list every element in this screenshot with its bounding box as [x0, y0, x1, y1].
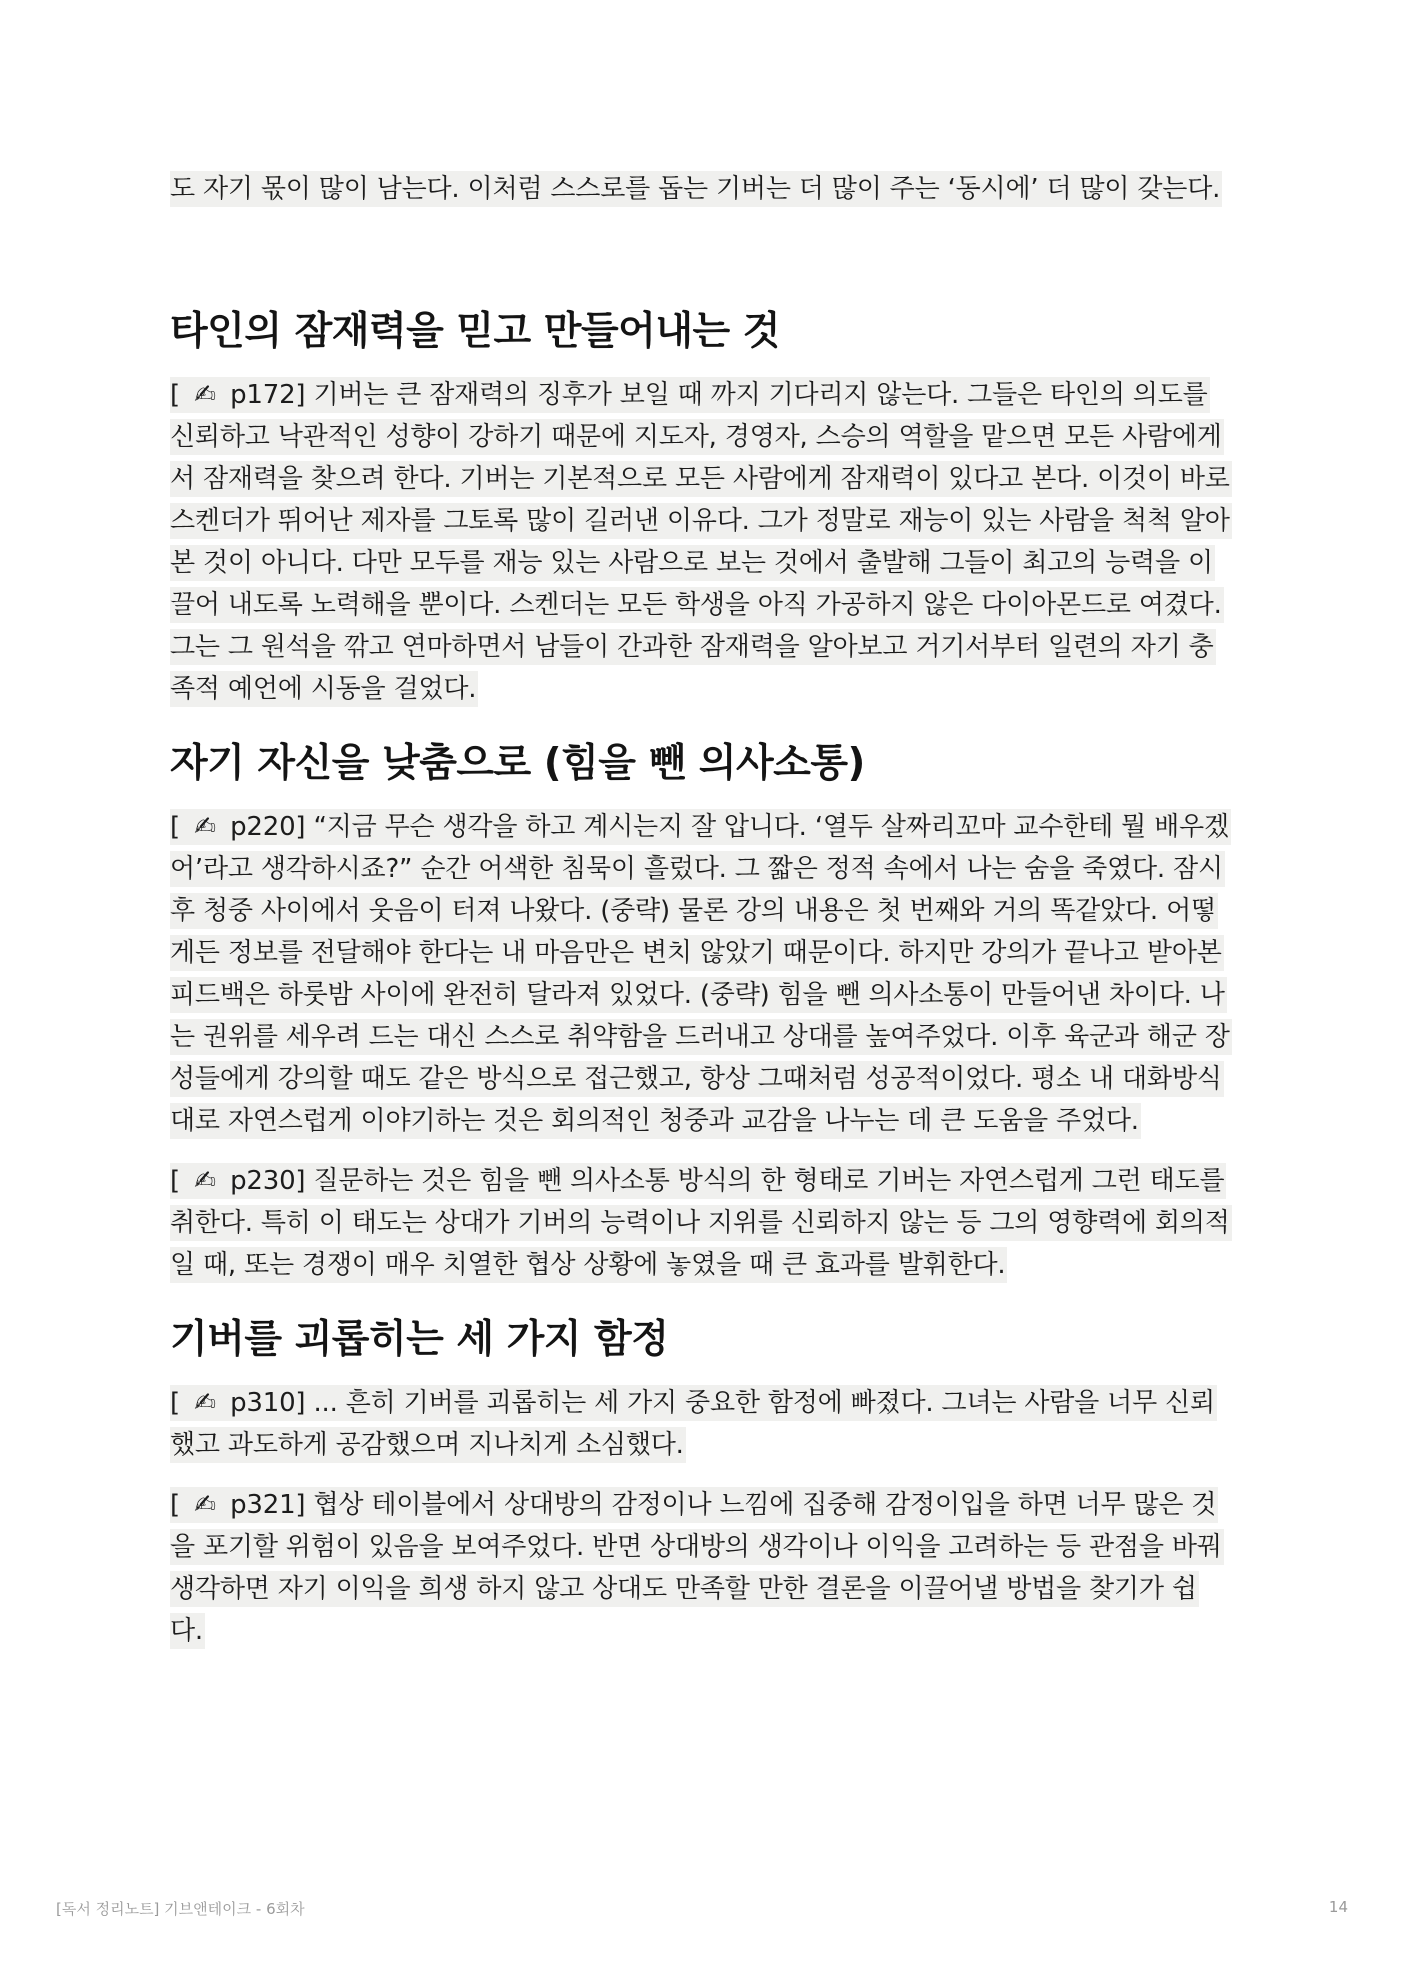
quote-paragraph	[170, 374, 1230, 710]
quote-paragraph	[170, 1484, 1230, 1652]
quote-text: 질문하는 것은 힘을 뺀 의사소통 방식의 한 형태로 기버는 자연스럽게 그런 태도를 취한다. 특히 이 태도는 상대가 기버의 능력이나 지위를 신뢰하지 않는 등 그의 영향력에 회의적일 때, 또는 경쟁이 매우 치열한 협상 상황에 놓였을 때 큰 효과를 발휘한다.	[170, 1166, 1230, 1280]
footer-title: [독서 정리노트] 기브앤테이크 - 6회차	[56, 1900, 305, 1918]
quote-text: 협상 테이블에서 상대방의 감정이나 느낌에 집중해 감정이입을 하면 너무 많은 것을 포기할 위험이 있음을 보여주었다. 반면 상대방의 생각이나 이익을 고려하는 등 관점을 바꿔 생각하면 자기 이익을 희생 하지 않고 상대도 만족할 만한 결론을 이끌어낼 방법을 찾기가 쉽다.	[170, 1490, 1222, 1646]
quote-text: 기버는 큰 잠재력의 징후가 보일 때 까지 기다리지 않는다. 그들은 타인의 의도를 신뢰하고 낙관적인 성향이 강하기 때문에 지도자, 경영자, 스승의 역할을 맡으면 모든 사람에게서 잠재력을 찾으려 한다. 기버는 기본적으로 모든 사람에게 잠재력이 있다고 본다. 이것이 바로 스켄더가 뛰어난 제자를 그토록 많이 길러낸 이유다. 그가 정말로 재능이 있는 사람을 척척 알아본 것이 아니다. 다만 모두를 재능 있는 사람으로 보는 것에서 출발해 그들이 최고의 능력을 이끌어 내도록 노력해을 뿐이다. 스켄더는 모든 학생을 아직 가공하지 않은 다이아몬드로 여겼다. 그는 그 원석을 깎고 연마하면서 남들이 간과한 잠재력을 알아보고 거기서부터 일련의 자기 충족적 예언에 시동을 걸었다.	[170, 380, 1230, 704]
quote-text: “지금 무슨 생각을 하고 계시는지 잘 압니다. ‘열두 살짜리꼬마 교수한테 뭘 배우겠어’라고 생각하시죠?” 순간 어색한 침묵이 흘렀다. 그 짧은 정적 속에서 나는 숨을 죽였다. 잠시 후 청중 사이에서 웃음이 터져 나왔다. (중략) 물론 강의 내용은 첫 번째와 거의 똑같았다. 어떻게든 정보를 전달해야 한다는 내 마음만은 변치 않았기 때문이다. 하지만 강의가 끝나고 받아본 피드백은 하룻밤 사이에 완전히 달라져 있었다. (중략) 힘을 뺀 의사소통이 만들어낸 차이다. 나는 권위를 세우려 드는 대신 스스로 취약함을 드러내고 상대를 높여주었다. 이후 육군과 해군 장성들에게 강의할 때도 같은 방식으로 접근했고, 항상 그때처럼 성공적이었다. 평소 내 대화방식대로 자연스럽게 이야기하는 것은 회의적인 청중과 교감을 나누는 데 큰 도움을 주었다.	[170, 812, 1230, 1136]
quote-page-ref: p310]	[230, 1388, 306, 1418]
intro-text: 도 자기 몫이 많이 남는다. 이처럼 스스로를 돕는 기버는 더 많이 주는 ‘동시에’ 더 많이 갖는다.	[170, 171, 1222, 207]
quote-block: [ ✍ p172] 기버는 큰 잠재력의 징후가 보일 때 까지 기다리지 않는다. 그들은 타인의 의도를 신뢰하고 낙관적인 성향이 강하기 때문에 지도자, 경영자, 스승의 역할을 맡으면 모든 사람에게서 잠재력을 찾으려 한다. 기버는 기본적으로 모든 사람에게 잠재력이 있다고 본다. 이것이 바로 스켄더가 뛰어난 제자를 그토록 많이 길러낸 이유다. 그가 정말로 재능이 있는 사람을 척척 알아본 것이 아니다. 다만 모두를 재능 있는 사람으로 보는 것에서 출발해 그들이 최고의 능력을 이끌어 내도록 노력해을 뿐이다. 스켄더는 모든 학생을 아직 가공하지 않은 다이아몬드로 여겼다. 그는 그 원석을 깎고 연마하면서 남들이 간과한 잠재력을 알아보고 거기서부터 일련의 자기 충족적 예언에 시동을 걸었다.	[170, 377, 1232, 707]
quote-paragraph	[170, 1160, 1230, 1286]
writing-hand-icon: ✍	[194, 812, 216, 842]
quote-paragraph	[170, 1382, 1230, 1466]
quote-block: [ ✍ p310] ... 흔히 기버를 괴롭히는 세 가지 중요한 함정에 빠졌다. 그녀는 사람을 너무 신뢰했고 과도하게 공감했으며 지나치게 소심했다.	[170, 1385, 1217, 1463]
quote-block: [ ✍ p220] “지금 무슨 생각을 하고 계시는지 잘 압니다. ‘열두 살짜리꼬마 교수한테 뭘 배우겠어’라고 생각하시죠?” 순간 어색한 침묵이 흘렀다. 그 짧은 정적 속에서 나는 숨을 죽였다. 잠시 후 청중 사이에서 웃음이 터져 나왔다. (중략) 물론 강의 내용은 첫 번째와 거의 똑같았다. 어떻게든 정보를 전달해야 한다는 내 마음만은 변치 않았기 때문이다. 하지만 강의가 끝나고 받아본 피드백은 하룻밤 사이에 완전히 달라져 있었다. (중략) 힘을 뺀 의사소통이 만들어낸 차이다. 나는 권위를 세우려 드는 대신 스스로 취약함을 드러내고 상대를 높여주었다. 이후 육군과 해군 장성들에게 강의할 때도 같은 방식으로 접근했고, 항상 그때처럼 성공적이었다. 평소 내 대화방식대로 자연스럽게 이야기하는 것은 회의적인 청중과 교감을 나누는 데 큰 도움을 주었다.	[170, 809, 1232, 1139]
section-heading: 타인의 잠재력을 믿고 만들어내는 것	[170, 309, 780, 354]
quote-text: ... 흔히 기버를 괴롭히는 세 가지 중요한 함정에 빠졌다. 그녀는 사람을 너무 신뢰했고 과도하게 공감했으며 지나치게 소심했다.	[170, 1388, 1215, 1460]
quote-page-ref: p321]	[230, 1490, 306, 1520]
writing-hand-icon: ✍	[194, 1490, 216, 1520]
quote-page-ref: p220]	[230, 812, 306, 842]
quote-block: [ ✍ p321] 협상 테이블에서 상대방의 감정이나 느낌에 집중해 감정이입을 하면 너무 많은 것을 포기할 위험이 있음을 보여주었다. 반면 상대방의 생각이나 이익을 고려하는 등 관점을 바꿔 생각하면 자기 이익을 희생 하지 않고 상대도 만족할 만한 결론을 이끌어낼 방법을 찾기가 쉽다.	[170, 1487, 1224, 1649]
writing-hand-icon: ✍	[194, 1166, 216, 1196]
quote-block: [ ✍ p230] 질문하는 것은 힘을 뺀 의사소통 방식의 한 형태로 기버는 자연스럽게 그런 태도를 취한다. 특히 이 태도는 상대가 기버의 능력이나 지위를 신뢰하지 않는 등 그의 영향력에 회의적일 때, 또는 경쟁이 매우 치열한 협상 상황에 놓였을 때 큰 효과를 발휘한다.	[170, 1163, 1232, 1283]
page-number: 14	[1328, 1898, 1348, 1916]
document-body	[170, 168, 1230, 1652]
quote-page-ref: p172]	[230, 380, 306, 410]
quote-page-ref: p230]	[230, 1166, 306, 1196]
section-heading: 자기 자신을 낮춤으로 (힘을 뺀 의사소통)	[170, 741, 865, 786]
writing-hand-icon: ✍	[194, 380, 216, 410]
intro-paragraph	[170, 168, 1230, 210]
quote-paragraph	[170, 806, 1230, 1142]
section-heading: 기버를 괴롭히는 세 가지 함정	[170, 1317, 669, 1362]
writing-hand-icon: ✍	[194, 1388, 216, 1418]
